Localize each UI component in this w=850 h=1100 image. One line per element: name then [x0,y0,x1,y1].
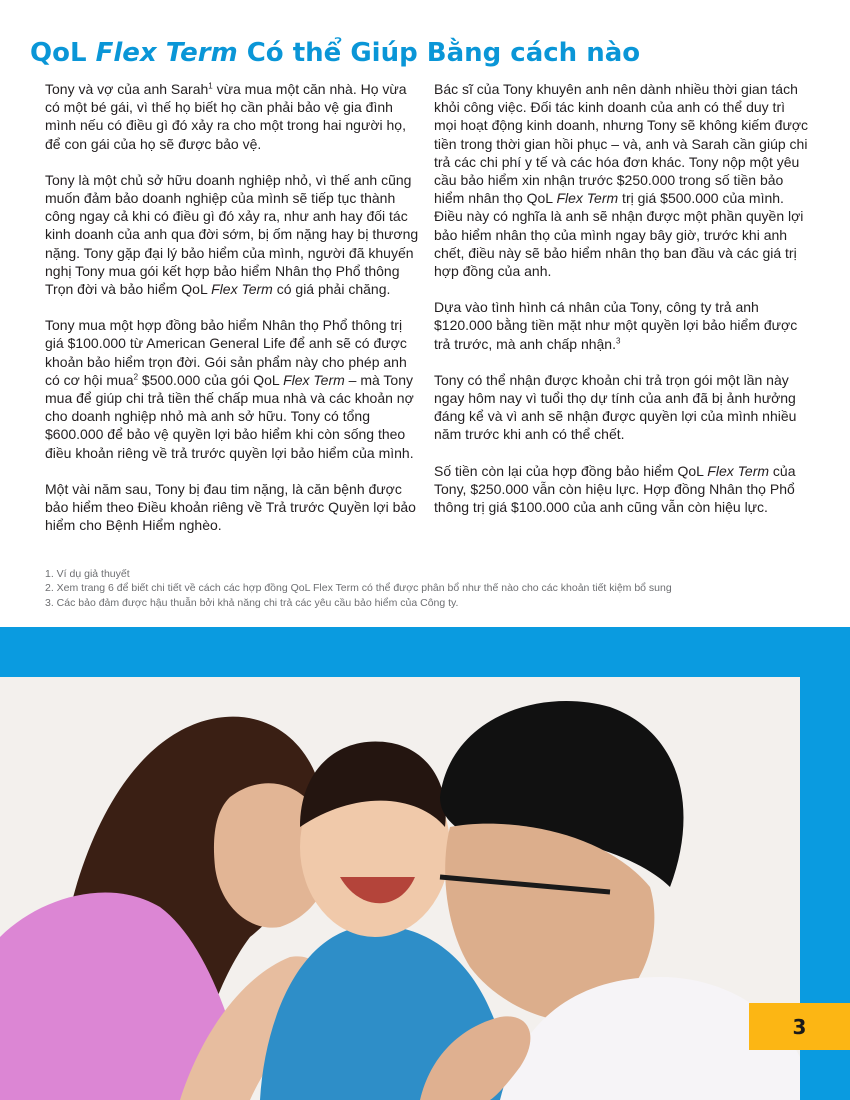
text-run: trị giá $500.000 của mình. Điều này có nghĩa là anh sẽ nhận được một phần quyền lợi bảo hiểm nhân thọ của mình ngay bây giờ, trước khi anh chết, điều này sẽ bảo hiểm nhân thọ ban đầu và các giá trị hợp đồng của anh. [434,190,804,280]
text-run: $500.000 của gói QoL [138,371,284,388]
footnotes [45,567,825,610]
left-paragraph-3 [45,316,420,462]
left-paragraph-2 [45,171,420,298]
left-column [45,80,420,552]
left-paragraph-1 [45,80,420,153]
family-photo [0,677,800,1100]
text-run: có giá phải chăng. [272,281,391,298]
right-column [434,80,810,534]
product-name: Flex Term [283,371,345,388]
page-number: 3 [749,1003,850,1050]
left-paragraph-4: Một vài năm sau, Tony bị đau tim nặng, là căn bệnh được bảo hiểm theo Điều khoản riêng về Trả trước Quyền lợi bảo hiểm cho Bệnh Hiểm nghèo. [45,480,416,534]
footnote-3: 3. Các bảo đảm được hậu thuẫn bởi khả năng chi trả các yêu cầu bảo hiểm của Công ty. [45,596,459,609]
family-photo-illustration [0,677,800,1100]
footnote-ref: 1 [208,81,213,91]
text-run: Tony và vợ của anh Sarah [45,81,209,97]
right-paragraph-2 [434,298,810,353]
product-name: Flex Term [556,190,619,207]
text-run: Tony mua một hợp đồng bảo hiểm Nhân thọ Phổ thông trị giá $100.000 từ American General Life để anh sẽ có được khoản bảo hiểm trọn đời. Gói sản phẩm này cho phép anh có cơ hội mua [45,317,407,388]
text-run: Số tiền còn lại của hợp đồng bảo hiểm QoL [434,462,708,479]
text-run: Bác sĩ của Tony khuyên anh nên dành nhiều thời gian tách khỏi công việc. Đối tác kinh doanh của anh có thể duy trì mọi hoạt động kinh doanh, nhưng Tony sẽ không kiếm được tiền trong thời gian hồi phục – và, anh và Sarah cần giúp chi trả các chi phí y tế và các hóa đơn khác. Tony nộp một yêu cầu bảo hiểm xin nhận trước $250.000 trong số tiền bảo hiểm nhân thọ QoL [434,81,809,207]
title-part-1: QoL [30,38,96,68]
footnote-ref: 2 [133,372,139,382]
title-italic-product: Flex Term [95,38,238,68]
right-paragraph-1 [434,80,810,280]
product-name: Flex Term [211,281,273,298]
footnote-2: 2. Xem trang 6 để biết chi tiết về cách các hợp đồng QoL Flex Term có thể được phân bổ như thế nào cho các khoản tiết kiệm bổ sung [45,582,672,595]
title-part-2: Có thể Giúp Bằng cách nào [237,38,641,68]
footnote-1: 1. Ví dụ giả thuyết [45,568,130,580]
product-name: Flex Term [707,462,770,479]
text-run: – mà Tony mua để giúp chi trả tiền thế chấp mua nhà và các khoản nợ cho doanh nghiệp nhỏ mà anh sở hữu. Tony có tổng $600.000 để bảo vệ quyền lợi bảo hiểm khi còn sống theo điều khoản riêng về trả trước quyền lợi bảo hiểm của mình. [45,371,414,461]
footnote-ref: 3 [615,335,621,345]
right-paragraph-4 [434,462,810,517]
text-run: vừa mua một căn nhà. Họ vừa có một bé gái, vì thế họ biết họ cần phải bảo vệ gia đình mình nếu có điều gì đó xảy ra cho một trong hai người họ, để con gái của họ sẽ được bảo vệ. [45,81,407,152]
right-paragraph-3: Tony có thể nhận được khoản chi trả trọn gói một lần này ngay hôm nay vì tuổi thọ dự tính của anh đã bị ảnh hưởng đáng kể và vì anh sẽ nhận được quyền lợi của mình nhiều năm trước khi anh có thể chết. [434,371,797,443]
text-run: của Tony, $250.000 vẫn còn hiệu lực. Hợp đồng Nhân thọ Phổ thông trị giá $100.000 của anh cũng vẫn còn hiệu lực. [434,462,796,516]
text-run: Dựa vào tình hình cá nhân của Tony, công ty trả anh $120.000 bằng tiền mặt như một quyền lợi bảo hiểm được trả trước, mà anh chấp nhận. [434,299,798,352]
page-title [30,38,640,68]
text-run: Tony là một chủ sở hữu doanh nghiệp nhỏ, vì thế anh cũng muốn đảm bảo doanh nghiệp của mình sẽ tiếp tục thành công ngay cả khi có điều gì đó xảy ra, như anh hay đối tác kinh doanh của anh qua đời sớm, bị ốm nặng hay bị thương nặng. Tony gặp đại lý bảo hiểm của mình, người đã khuyến nghị Tony mua gói kết hợp bảo hiểm Nhân thọ Phổ thông Trọn đời và bảo hiểm QoL [45,171,419,298]
